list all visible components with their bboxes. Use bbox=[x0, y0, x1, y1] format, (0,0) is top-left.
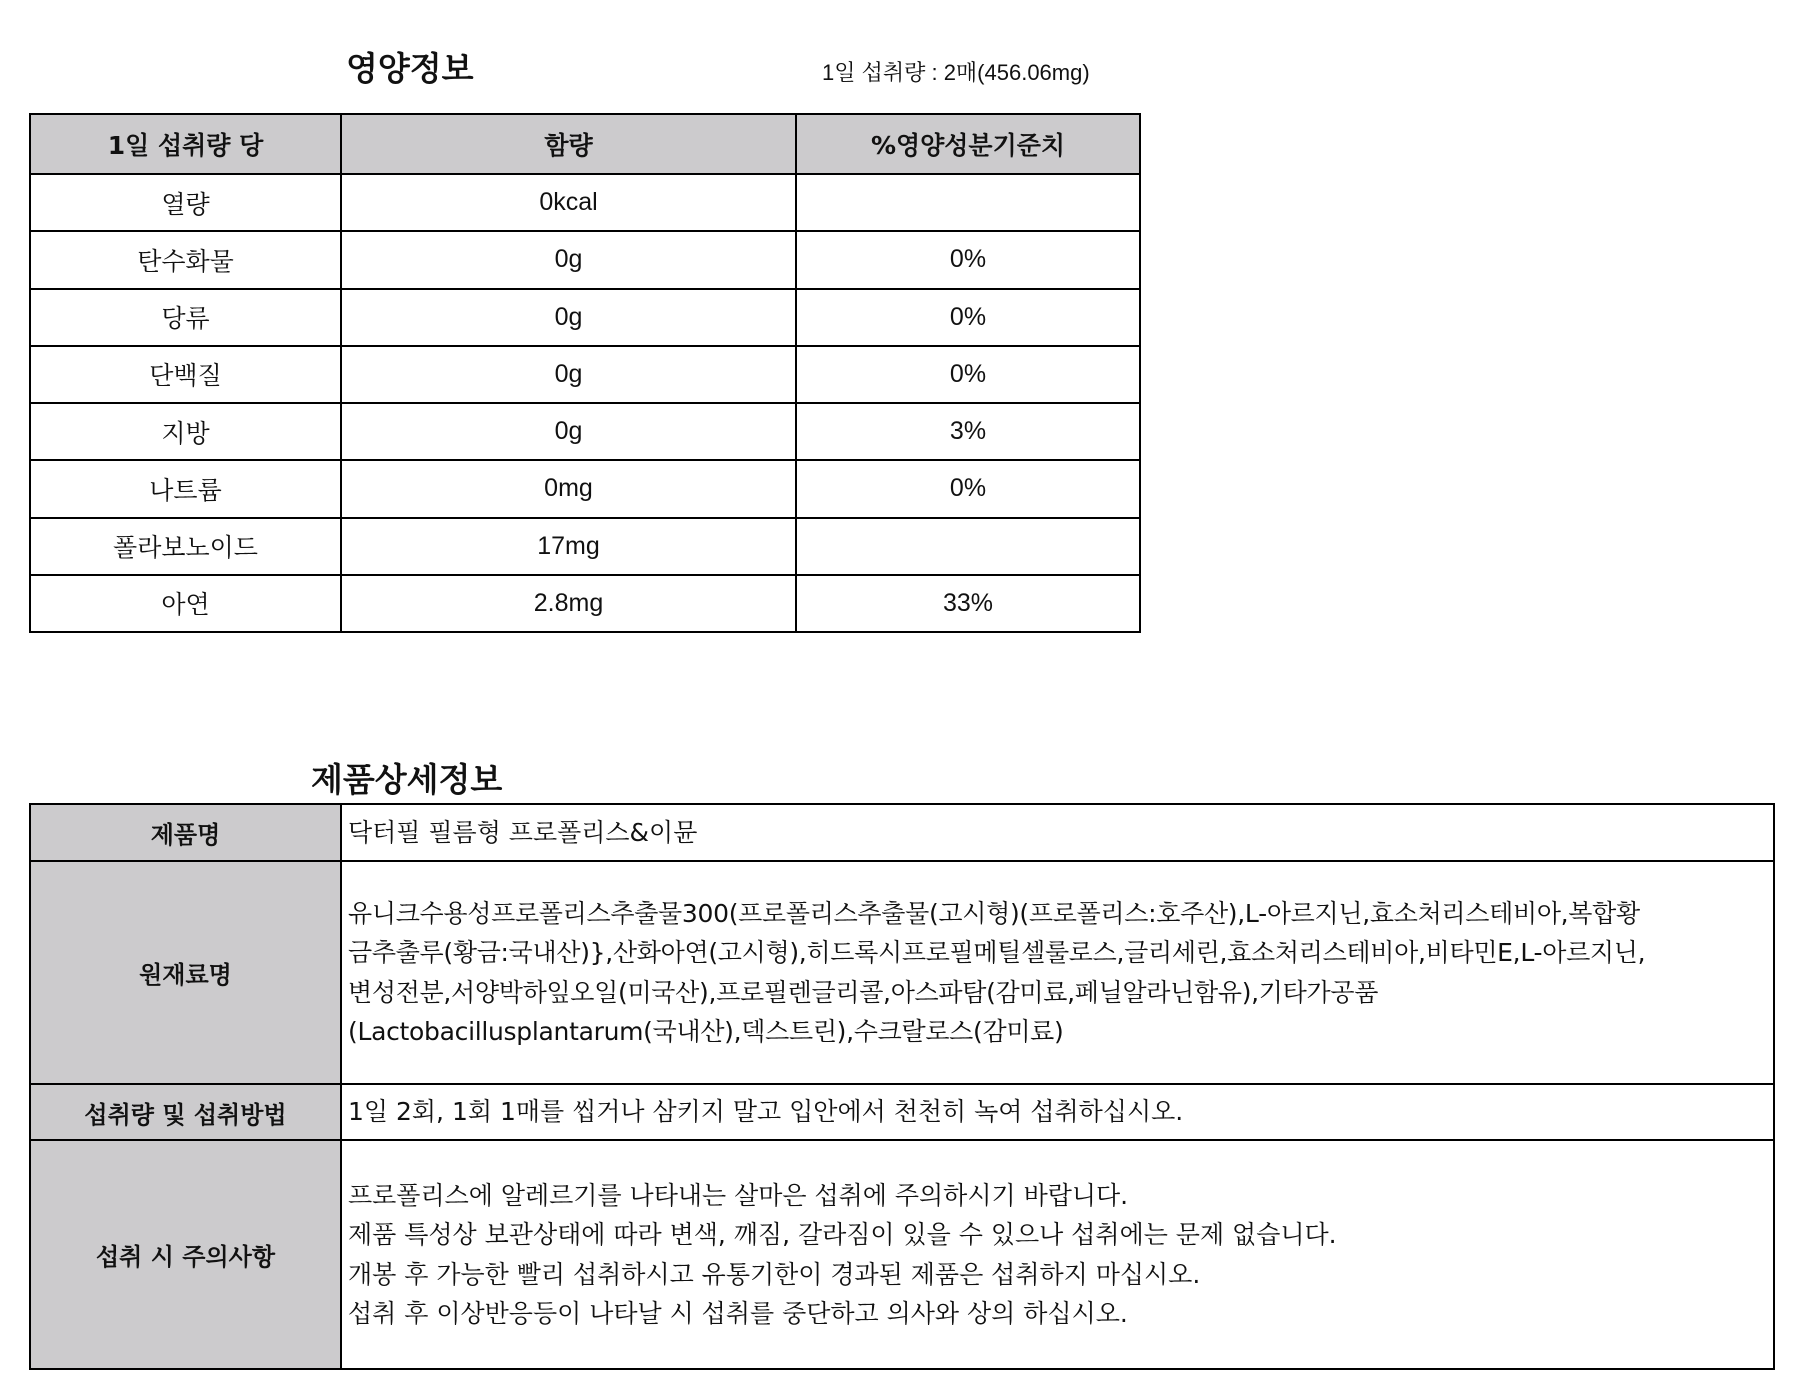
header-amount: 함량 bbox=[341, 114, 796, 174]
nutrient-percent bbox=[796, 174, 1140, 231]
nutrient-amount: 0g bbox=[341, 403, 796, 460]
usage-row bbox=[30, 1084, 1774, 1140]
header-per-serving: 1일 섭취량 당 bbox=[30, 114, 341, 174]
nutrient-amount: 0mg bbox=[341, 460, 796, 517]
daily-serving-info: 1일 섭취량 : 2매(456.06mg) bbox=[822, 60, 1090, 85]
nutrient-percent: 0% bbox=[796, 289, 1140, 346]
usage-value: 1일 2회, 1회 1매를 씹거나 삼키지 말고 입안에서 천천히 녹여 섭취하십시오. bbox=[341, 1084, 1774, 1140]
ingredients-line: 유니크수용성프로폴리스추출물300(프로폴리스추출물(고시형)(프로폴리스:호주산),L-아르지닌,효소처리스테비아,복합황 bbox=[348, 898, 1640, 928]
caution-line: 프로폴리스에 알레르기를 나타내는 살마은 섭취에 주의하시기 바랍니다. bbox=[348, 1180, 1129, 1210]
nutrient-name: 탄수화물 bbox=[30, 231, 341, 288]
usage-label: 섭취량 및 섭취방법 bbox=[30, 1084, 341, 1140]
table-row bbox=[30, 346, 1140, 403]
caution-label: 섭취 시 주의사항 bbox=[30, 1140, 341, 1369]
nutrient-name: 나트륨 bbox=[30, 460, 341, 517]
product-details-title: 제품상세정보 bbox=[311, 760, 503, 799]
nutrient-percent: 33% bbox=[796, 575, 1140, 632]
ingredients-line: (Lactobacillusplantarum(국내산),덱스트린),수크랄로스(감미료) bbox=[348, 1017, 1064, 1046]
nutrient-percent: 0% bbox=[796, 231, 1140, 288]
nutrient-name: 당류 bbox=[30, 289, 341, 346]
table-row bbox=[30, 518, 1140, 575]
nutrient-name: 아연 bbox=[30, 575, 341, 632]
caution-value bbox=[341, 1140, 1774, 1369]
nutrient-amount: 0kcal bbox=[341, 174, 796, 231]
table-row bbox=[30, 575, 1140, 632]
nutrient-percent: 3% bbox=[796, 403, 1140, 460]
nutrition-title: 영양정보 bbox=[346, 49, 474, 88]
table-row bbox=[30, 231, 1140, 288]
product-details-table bbox=[29, 803, 1775, 1370]
nutrient-amount: 0g bbox=[341, 231, 796, 288]
ingredients-label: 원재료명 bbox=[30, 861, 341, 1084]
nutrient-percent: 0% bbox=[796, 460, 1140, 517]
table-row bbox=[30, 174, 1140, 231]
caution-line: 제품 특성상 보관상태에 따라 변색, 깨짐, 갈라짐이 있을 수 있으나 섭취에는 문제 없습니다. bbox=[348, 1220, 1337, 1249]
nutrition-header-row bbox=[30, 114, 1140, 174]
caution-line: 섭취 후 이상반응등이 나타날 시 섭취를 중단하고 의사와 상의 하십시오. bbox=[348, 1299, 1128, 1328]
caution-line: 개봉 후 가능한 빨리 섭취하시고 유통기한이 경과된 제품은 섭취하지 마십시오. bbox=[348, 1259, 1201, 1289]
nutrient-percent: 0% bbox=[796, 346, 1140, 403]
ingredients-value bbox=[341, 861, 1774, 1084]
nutrition-table bbox=[29, 113, 1141, 633]
nutrient-amount: 0g bbox=[341, 346, 796, 403]
nutrient-percent bbox=[796, 518, 1140, 575]
table-row bbox=[30, 403, 1140, 460]
table-row bbox=[30, 460, 1140, 517]
caution-row bbox=[30, 1140, 1774, 1369]
nutrient-amount: 17mg bbox=[341, 518, 796, 575]
product-name-value: 닥터필 필름형 프로폴리스&이뮨 bbox=[341, 804, 1774, 861]
ingredients-row bbox=[30, 861, 1774, 1084]
nutrient-amount: 2.8mg bbox=[341, 575, 796, 632]
nutrient-amount: 0g bbox=[341, 289, 796, 346]
product-name-row bbox=[30, 804, 1774, 861]
ingredients-line: 금추출루(황금:국내산)},산화아연(고시형),히드록시프로필메틸셀룰로스,글리세린,효소처리스테비아,비타민E,L-아르지닌, bbox=[348, 938, 1646, 967]
product-name-label: 제품명 bbox=[30, 804, 341, 861]
nutrient-name: 열량 bbox=[30, 174, 341, 231]
ingredients-line: 변성전분,서양박하잎오일(미국산),프로필렌글리콜,아스파탐(감미료,페닐알라닌함유),기타가공품 bbox=[348, 977, 1379, 1007]
nutrient-name: 지방 bbox=[30, 403, 341, 460]
nutrient-name: 단백질 bbox=[30, 346, 341, 403]
table-row bbox=[30, 289, 1140, 346]
nutrient-name: 폴라보노이드 bbox=[30, 518, 341, 575]
header-daily-value: %영양성분기준치 bbox=[796, 114, 1140, 174]
